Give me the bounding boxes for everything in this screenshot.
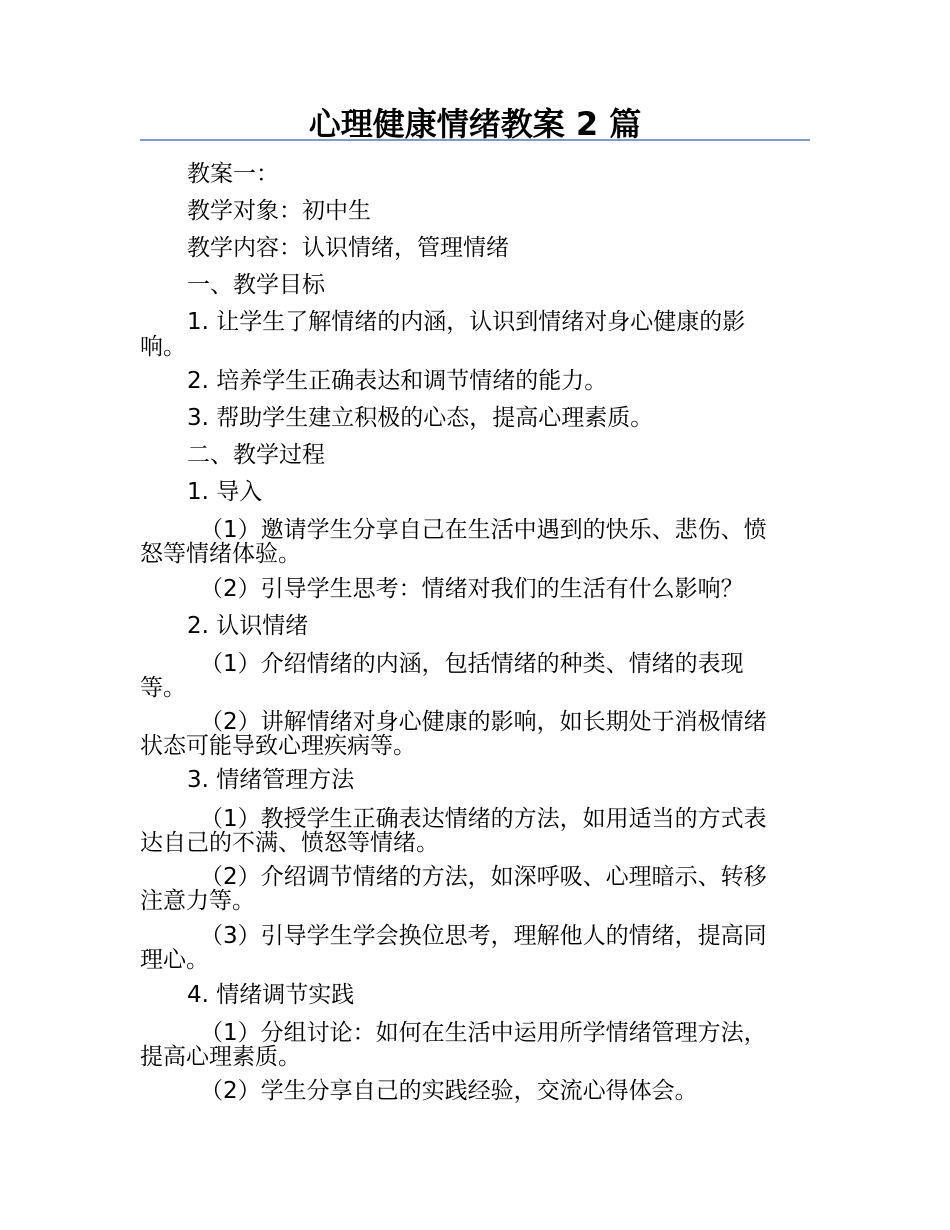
goal-1-cont: 响。 <box>140 334 186 360</box>
step-2-item-1: （1）介绍情绪的内涵，包括情绪的种类、情绪的表现 <box>200 651 744 677</box>
goal-3: 3. 帮助学生建立积极的心态，提高心理素质。 <box>187 405 654 431</box>
step-1-item-1: （1）邀请学生分享自己在生活中遇到的快乐、悲伤、愤 <box>200 517 767 543</box>
title-underline <box>140 139 810 141</box>
step-2-item-1-cont: 等。 <box>140 675 186 701</box>
section-heading-goals: 一、教学目标 <box>187 272 325 298</box>
step-2-item-2-cont: 状态可能导致心理疾病等。 <box>140 733 416 759</box>
step-3-item-2: （2）介绍调节情绪的方法，如深呼吸、心理暗示、转移 <box>200 864 767 890</box>
section-heading-process: 二、教学过程 <box>187 442 325 468</box>
step-3-item-3: （3）引导学生学会换位思考，理解他人的情绪，提高同 <box>200 923 767 949</box>
plan-heading: 教案一： <box>187 161 279 187</box>
teaching-audience: 教学对象：初中生 <box>187 198 371 224</box>
step-4-item-1: （1）分组讨论：如何在生活中运用所学情绪管理方法， <box>200 1020 767 1046</box>
step-1-heading: 1. 导入 <box>187 479 263 505</box>
step-3-item-1: （1）教授学生正确表达情绪的方法，如用适当的方式表 <box>200 806 767 832</box>
step-3-item-1-cont: 达自己的不满、愤怒等情绪。 <box>140 830 439 856</box>
goal-2: 2. 培养学生正确表达和调节情绪的能力。 <box>187 368 608 394</box>
step-2-item-2: （2）讲解情绪对身心健康的影响，如长期处于消极情绪 <box>200 709 767 735</box>
step-3-heading: 3. 情绪管理方法 <box>187 767 355 793</box>
step-1-item-2: （2）引导学生思考：情绪对我们的生活有什么影响？ <box>200 576 744 602</box>
goal-1: 1. 让学生了解情绪的内涵，认识到情绪对身心健康的影 <box>187 309 746 335</box>
step-4-item-1-cont: 提高心理素质。 <box>140 1044 301 1070</box>
step-1-item-1-cont: 怒等情绪体验。 <box>140 541 301 567</box>
step-3-item-2-cont: 注意力等。 <box>140 888 255 914</box>
step-4-item-2: （2）学生分享自己的实践经验，交流心得体会。 <box>200 1078 698 1104</box>
document-title: 心理健康情绪教案 2 篇 <box>308 105 642 143</box>
teaching-content: 教学内容：认识情绪，管理情绪 <box>187 235 509 261</box>
step-2-heading: 2. 认识情绪 <box>187 613 309 639</box>
step-3-item-3-cont: 理心。 <box>140 947 209 973</box>
step-4-heading: 4. 情绪调节实践 <box>187 982 355 1008</box>
